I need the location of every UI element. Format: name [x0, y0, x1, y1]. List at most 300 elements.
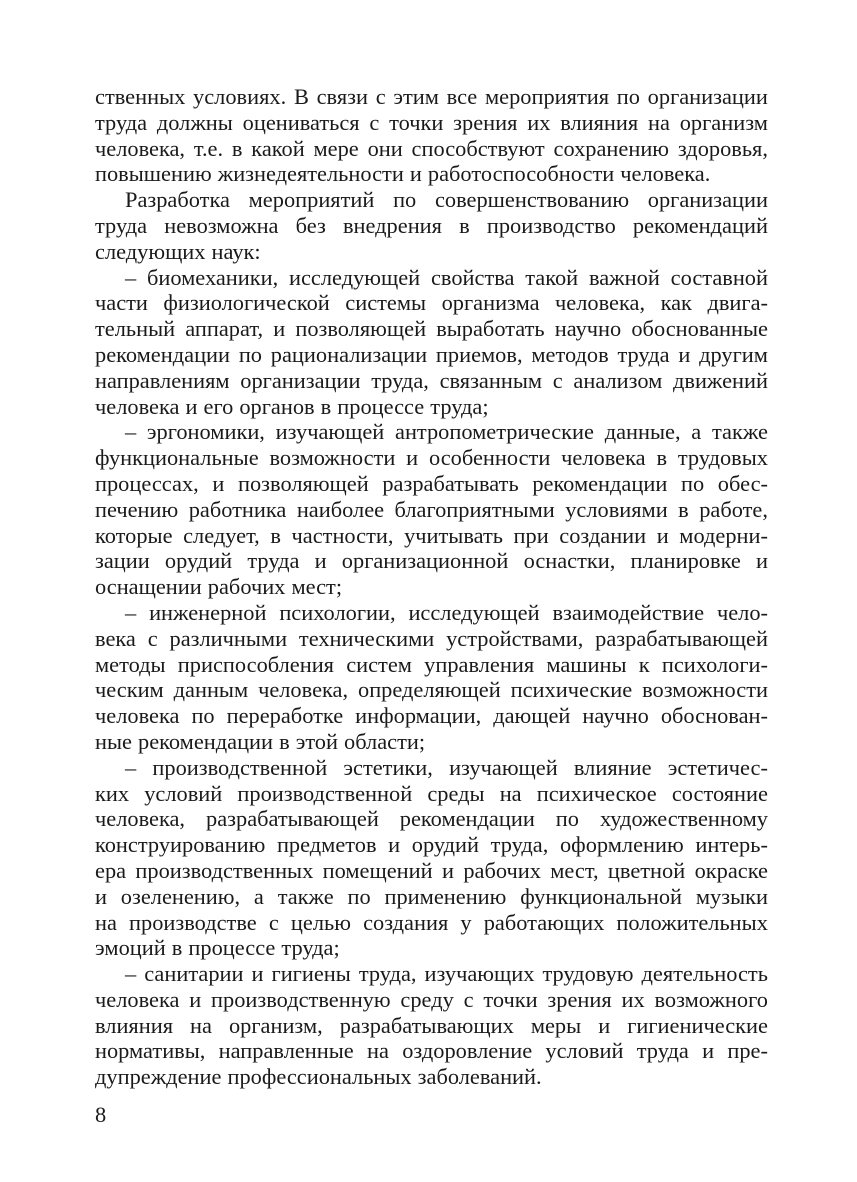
word: и	[702, 1038, 715, 1064]
word: оснастки,	[523, 548, 616, 574]
word: машины	[546, 651, 627, 677]
word: эргономики,	[146, 419, 265, 445]
word: зации	[95, 548, 150, 574]
word: позволяющей	[295, 316, 427, 342]
word: работника	[188, 496, 287, 522]
word: обоснован-	[660, 703, 768, 729]
word: дающей	[493, 703, 571, 729]
word: научно	[582, 703, 649, 729]
word: рекомендации	[399, 806, 535, 832]
word: процессе	[188, 935, 276, 961]
word: физиологической	[163, 290, 330, 316]
text-line	[95, 84, 768, 110]
word: как	[660, 290, 692, 316]
word: их	[527, 109, 551, 135]
word: состояние	[671, 780, 768, 806]
word: невозможна	[164, 212, 279, 238]
word: направленные	[218, 1038, 354, 1064]
word: позволяющей	[238, 470, 369, 496]
word: мест,	[550, 857, 599, 883]
word: планировке	[630, 548, 741, 574]
word: рекомендации	[532, 470, 668, 496]
word: человека.	[620, 161, 711, 187]
word: санитарии	[144, 961, 244, 987]
word: у	[460, 909, 472, 935]
word: производство	[486, 212, 616, 238]
word: века	[95, 625, 136, 651]
word: В	[293, 84, 309, 109]
word: совершенствованию	[434, 187, 630, 213]
word: с	[147, 625, 158, 651]
word: приспособления	[177, 651, 334, 677]
word: и	[656, 522, 669, 548]
text-line	[95, 832, 768, 858]
word: гигиены	[271, 961, 351, 987]
word: ера	[95, 857, 127, 883]
word: связи	[316, 84, 368, 109]
paragraph	[95, 84, 768, 187]
word: гигиенические	[627, 1012, 768, 1038]
text-line	[95, 755, 768, 781]
word: по	[616, 84, 640, 109]
word: мест;	[291, 574, 343, 600]
word: движений	[672, 367, 768, 393]
word: которые	[95, 522, 173, 548]
word: трудовых	[677, 445, 768, 471]
word: деятельность	[641, 961, 768, 987]
word: –	[125, 264, 137, 290]
word: взаимодействие	[552, 599, 705, 625]
text-line	[95, 187, 768, 213]
word: также	[711, 419, 768, 445]
word: организм,	[228, 1012, 323, 1038]
word: нормативы,	[95, 1038, 206, 1064]
word: труда;	[430, 393, 489, 419]
word: этой	[295, 728, 338, 754]
word: в	[231, 135, 243, 161]
word: внедрения	[342, 212, 442, 238]
word: труда	[95, 212, 148, 238]
word: изучающей	[275, 419, 385, 445]
page-body	[95, 84, 768, 1090]
word: применению	[384, 883, 507, 909]
word: организации	[240, 367, 361, 393]
word: влияния	[95, 1012, 173, 1038]
word: и	[388, 832, 401, 858]
word: и	[756, 548, 768, 574]
word: органов	[239, 393, 315, 419]
word: обес-	[717, 470, 768, 496]
word: с	[552, 367, 563, 393]
word: человека	[95, 703, 180, 729]
text-line	[95, 987, 768, 1013]
word: предметов	[276, 832, 377, 858]
text-line	[95, 626, 768, 652]
word: связанным	[439, 367, 543, 393]
text-line	[95, 290, 768, 316]
word: условиях.	[193, 84, 287, 109]
word: профессиональных	[227, 1064, 412, 1090]
word: среды	[427, 780, 485, 806]
word: конструированию	[95, 832, 266, 858]
word: учитывать	[404, 522, 503, 548]
word: частности,	[291, 522, 394, 548]
word: т.е.	[193, 135, 224, 161]
word: условиями	[565, 496, 668, 522]
word: человека	[561, 445, 646, 471]
word: на	[95, 909, 117, 935]
word: в	[270, 522, 281, 548]
word: без	[295, 212, 326, 238]
word: рабочих	[463, 857, 541, 883]
word: организационной	[341, 548, 509, 574]
word: рабочих	[207, 574, 286, 600]
text-line	[95, 497, 768, 523]
word: разрабатывать	[382, 470, 519, 496]
word: меры	[530, 1012, 582, 1038]
word: этим	[393, 84, 439, 109]
word: оздоровление	[402, 1038, 533, 1064]
text-line	[95, 781, 768, 807]
text-line	[95, 239, 768, 265]
word: анализом	[573, 367, 663, 393]
word: процессах,	[95, 470, 199, 496]
word: мере	[313, 135, 359, 161]
word: человека,	[258, 677, 349, 703]
word: все	[446, 84, 478, 109]
text-line	[95, 419, 768, 445]
word: производственных	[135, 857, 314, 883]
page-number: 8	[95, 1102, 107, 1127]
word: орудий	[411, 832, 480, 858]
word: труда,	[371, 367, 429, 393]
word: методы	[95, 651, 166, 677]
word: данным	[173, 677, 249, 703]
word: разрабатывающей	[595, 625, 768, 651]
text-line	[95, 961, 768, 987]
word: музыки	[695, 883, 768, 909]
text-line	[95, 858, 768, 884]
word: работоспособности	[427, 161, 615, 187]
word: и	[314, 548, 327, 574]
word: системы	[345, 290, 427, 316]
word: изучающей	[449, 754, 558, 780]
word: рекомендации	[95, 341, 231, 367]
text-line	[95, 523, 768, 549]
word: на	[367, 1038, 389, 1064]
word: по	[393, 187, 417, 213]
word: труда	[95, 109, 148, 135]
word: в	[279, 728, 290, 754]
word: аппарат,	[185, 316, 264, 342]
word: в	[171, 935, 183, 961]
word: с	[463, 986, 474, 1012]
text-line	[95, 1064, 768, 1090]
word: человека	[95, 986, 180, 1012]
text-line	[95, 910, 768, 936]
text-line	[95, 935, 768, 961]
word: и	[189, 986, 202, 1012]
text-line	[95, 213, 768, 239]
word: по	[347, 883, 371, 909]
word: такой	[525, 264, 579, 290]
word: ческим	[95, 677, 164, 703]
word: цветной	[607, 857, 686, 883]
word: а	[691, 419, 702, 445]
text-line	[95, 110, 768, 136]
word: рекомендаций	[632, 212, 768, 238]
word: дупреждение	[95, 1064, 222, 1090]
word: с	[375, 84, 386, 109]
word: приемов,	[435, 341, 523, 367]
word: помещений	[322, 857, 433, 883]
word: на	[499, 780, 522, 806]
word: интерь-	[695, 832, 768, 858]
word: –	[125, 599, 137, 625]
word: жизнедеятельности	[217, 161, 404, 187]
word: –	[125, 754, 137, 780]
word: обоснованные	[631, 316, 768, 342]
text-line	[95, 368, 768, 394]
word: –	[125, 419, 137, 445]
word: оформлению	[559, 832, 684, 858]
word: повышению	[95, 161, 212, 187]
word: человека	[95, 393, 180, 419]
word: и	[598, 1012, 611, 1038]
word: условий	[144, 780, 223, 806]
word: по	[680, 470, 705, 496]
word: должны	[156, 109, 233, 135]
word: труда	[617, 341, 670, 367]
word: производственной	[152, 754, 328, 780]
word: и	[409, 161, 422, 187]
word: целью	[290, 909, 351, 935]
text-line	[95, 445, 768, 471]
word: части	[95, 290, 148, 316]
list-item-ergonomics	[95, 419, 768, 600]
word: исследующей	[289, 264, 421, 290]
text-line	[95, 1013, 768, 1039]
word: сохранению	[553, 135, 670, 161]
word: составной	[670, 264, 768, 290]
word: психическое	[536, 780, 657, 806]
list-item-industrial-aesthetics	[95, 755, 768, 961]
word: мероприятий	[248, 187, 375, 213]
word: работе,	[699, 496, 768, 522]
word: выработать	[436, 316, 545, 342]
list-item-biomechanics	[95, 265, 768, 420]
word: оцениваться	[242, 109, 360, 135]
text-line	[95, 703, 768, 729]
word: в	[656, 445, 668, 471]
list-item-sanitation-hygiene	[95, 961, 768, 1090]
word: возможности	[269, 445, 396, 471]
word: окраске	[694, 857, 768, 883]
word: влияние	[573, 754, 652, 780]
word: Разработка	[125, 187, 230, 213]
word: антропометрические	[395, 419, 594, 445]
word: в	[459, 212, 470, 238]
word: оснащении	[95, 574, 202, 600]
word: при	[513, 522, 549, 548]
word: заболеваний.	[417, 1064, 542, 1090]
word: и	[251, 961, 264, 987]
word: и	[212, 470, 225, 496]
word: организма	[441, 290, 540, 316]
word: в	[678, 496, 689, 522]
text-line	[95, 1038, 768, 1064]
word: процессе	[337, 393, 425, 419]
word: также	[277, 883, 334, 909]
word: наук:	[211, 238, 261, 264]
word: человека,	[95, 135, 186, 161]
word: на	[190, 1012, 212, 1038]
paragraph	[95, 187, 768, 264]
word: создания	[363, 909, 449, 935]
word: и	[273, 316, 286, 342]
text-line	[95, 161, 768, 187]
word: инженерной	[149, 599, 267, 625]
word: исследующей	[408, 599, 540, 625]
word: эмоций	[95, 935, 166, 961]
word: зрения	[453, 109, 518, 135]
word: человека,	[95, 806, 186, 832]
word: данные,	[604, 419, 681, 445]
word: по	[191, 703, 215, 729]
word: устройствами,	[446, 625, 584, 651]
word: следует,	[183, 522, 260, 548]
word: мероприятия	[484, 84, 610, 109]
word: их	[621, 986, 645, 1012]
word: по	[555, 806, 579, 832]
word: особенности	[428, 445, 551, 471]
word: создании	[559, 522, 647, 548]
word: орудий	[164, 548, 233, 574]
word: ких	[95, 780, 130, 806]
word: другим	[699, 341, 768, 367]
text-line	[95, 677, 768, 703]
word: разрабатывающей	[206, 806, 379, 832]
word: двига-	[707, 290, 768, 316]
word: направлениям	[95, 367, 230, 393]
word: влияния	[560, 109, 639, 135]
text-line	[95, 394, 768, 420]
word: информации,	[355, 703, 482, 729]
word: условий	[545, 1038, 624, 1064]
word: с	[268, 909, 279, 935]
word: биомеханики,	[147, 264, 279, 290]
word: по	[238, 341, 262, 367]
word: изучающих	[424, 961, 535, 987]
word: организации	[647, 187, 768, 213]
word: труда	[247, 548, 300, 574]
word: здоровья,	[677, 135, 768, 161]
text-line	[95, 884, 768, 910]
text-line	[95, 342, 768, 368]
word: озеленению,	[120, 883, 241, 909]
word: психические	[510, 677, 633, 703]
word: человека,	[555, 290, 646, 316]
word: и	[678, 341, 691, 367]
word: ственных	[95, 84, 186, 109]
word: пре-	[727, 1038, 768, 1064]
word: тельный	[95, 316, 176, 342]
word: труда,	[490, 832, 549, 858]
text-line	[95, 548, 768, 574]
word: в	[320, 393, 332, 419]
word: и	[95, 883, 107, 909]
list-item-engineering-psychology	[95, 600, 768, 755]
word: способствуют	[411, 135, 545, 161]
word: и	[406, 445, 419, 471]
word: психологии,	[279, 599, 396, 625]
word: методов	[531, 341, 609, 367]
word: художественному	[599, 806, 768, 832]
word: чело-	[716, 599, 768, 625]
word: на	[648, 109, 670, 135]
word: зрения	[547, 986, 612, 1012]
word: работающих	[483, 909, 605, 935]
word: определяющей	[358, 677, 501, 703]
word: положительных	[616, 909, 768, 935]
text-line	[95, 729, 768, 755]
word: переработке	[226, 703, 344, 729]
word: техническими	[298, 625, 435, 651]
word: труда,	[358, 961, 417, 987]
word: печению	[95, 496, 179, 522]
word: труда	[636, 1038, 689, 1064]
word: возможного	[654, 986, 768, 1012]
word: труда;	[281, 935, 340, 961]
word: научно	[554, 316, 622, 342]
word: возможности	[642, 677, 768, 703]
word: следующих	[95, 238, 206, 264]
word: и	[185, 393, 198, 419]
word: производственную	[211, 986, 391, 1012]
text-line	[95, 265, 768, 291]
word: организации	[647, 84, 768, 109]
word: точки	[483, 986, 538, 1012]
word: они	[367, 135, 403, 161]
word: рекомендации	[138, 728, 274, 754]
word: с	[369, 109, 380, 135]
word: систем	[346, 651, 412, 677]
word: производственной	[237, 780, 413, 806]
word: рационализации	[270, 341, 428, 367]
word: –	[125, 961, 137, 987]
word: управления	[424, 651, 535, 677]
text-line	[95, 652, 768, 678]
word: психологи-	[661, 651, 768, 677]
word: и	[441, 857, 454, 883]
word: функциональной	[520, 883, 683, 909]
word: разрабатывающих	[339, 1012, 514, 1038]
text-line	[95, 600, 768, 626]
word: модерни-	[679, 522, 768, 548]
word: свойства	[430, 264, 515, 290]
word: трудовую	[542, 961, 634, 987]
text-line	[95, 136, 768, 162]
word: различными	[169, 625, 288, 651]
word: ные	[95, 728, 132, 754]
word: организм	[679, 109, 768, 135]
word: среду	[400, 986, 454, 1012]
text-line	[95, 574, 768, 600]
text-line	[95, 471, 768, 497]
text-line	[95, 316, 768, 342]
word: наиболее	[296, 496, 385, 522]
word: его	[203, 393, 234, 419]
